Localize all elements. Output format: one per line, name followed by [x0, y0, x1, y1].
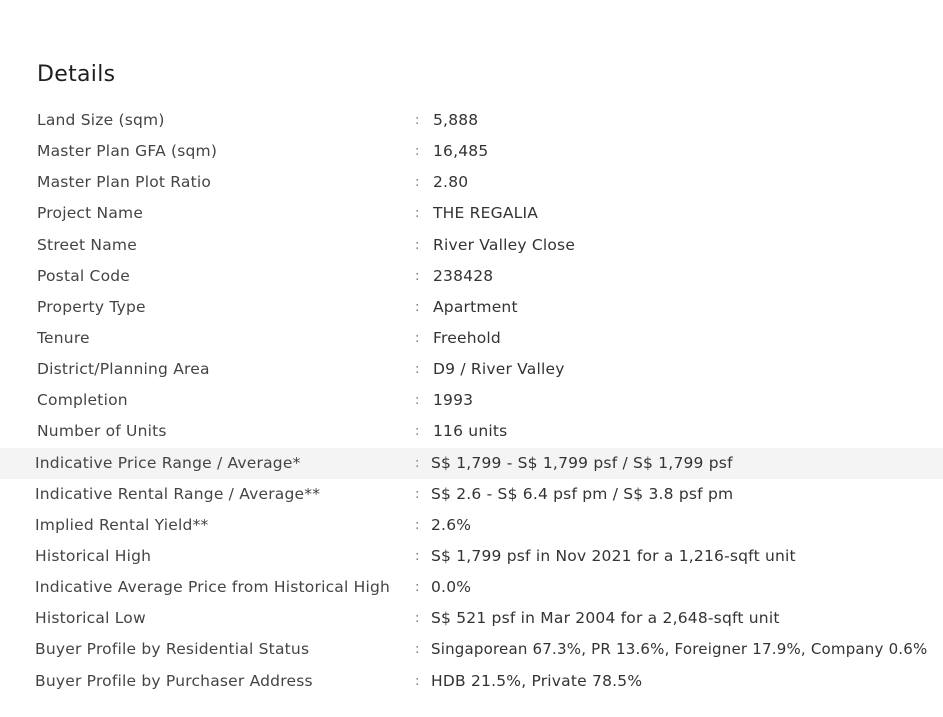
- row-separator: :: [415, 611, 420, 627]
- row-separator: :: [415, 393, 420, 409]
- row-label: Postal Code: [37, 266, 131, 285]
- row-value: 1993: [433, 391, 474, 410]
- row-tenure: [0, 323, 943, 354]
- row-label: Property Type: [37, 297, 146, 316]
- row-value: 238428: [433, 266, 494, 285]
- row-value: S$ 1,799 - S$ 1,799 psf / S$ 1,799 psf: [431, 453, 733, 472]
- row-label: Buyer Profile by Residential Status: [35, 640, 310, 659]
- row-label: Implied Rental Yield**: [35, 515, 209, 534]
- row-separator: :: [415, 673, 420, 689]
- row-value: 16,485: [433, 142, 489, 161]
- row-avg-price-from-high: [0, 572, 943, 603]
- row-label: Master Plan GFA (sqm): [37, 142, 218, 161]
- row-separator: :: [415, 548, 420, 564]
- row-label: Master Plan Plot Ratio: [37, 173, 212, 192]
- row-district: [0, 354, 943, 385]
- row-label: Tenure: [37, 328, 90, 347]
- row-historical-low: [0, 603, 943, 634]
- row-label: Historical Low: [35, 609, 146, 628]
- row-label: Buyer Profile by Purchaser Address: [35, 671, 313, 690]
- row-label: Project Name: [37, 204, 144, 223]
- row-value: S$ 2.6 - S$ 6.4 psf pm / S$ 3.8 psf pm: [431, 484, 734, 503]
- row-value: Apartment: [433, 297, 518, 316]
- row-master-plan-gfa: [0, 136, 943, 167]
- row-label: Indicative Average Price from Historical High: [35, 578, 391, 597]
- row-separator: :: [415, 299, 420, 315]
- row-separator: :: [415, 486, 420, 502]
- row-completion: [0, 385, 943, 416]
- row-value: Singaporean 67.3%, PR 13.6%, Foreigner 17.9%, Company 0.6%: [431, 640, 928, 659]
- row-value: 116 units: [433, 422, 508, 441]
- row-separator: :: [415, 580, 420, 596]
- row-label: Indicative Price Range / Average*: [35, 453, 301, 472]
- row-separator: :: [415, 455, 420, 471]
- row-implied-rental-yield: [0, 510, 943, 541]
- row-separator: :: [415, 144, 420, 160]
- row-label: District/Planning Area: [37, 360, 210, 379]
- row-value: D9 / River Valley: [433, 360, 565, 379]
- row-label: Street Name: [37, 235, 137, 254]
- row-number-of-units: [0, 416, 943, 447]
- row-separator: :: [415, 268, 420, 284]
- row-separator: :: [415, 175, 420, 191]
- row-project-name: [0, 198, 943, 229]
- row-postal-code: [0, 261, 943, 292]
- row-label: Historical High: [35, 546, 152, 565]
- row-value: S$ 521 psf in Mar 2004 for a 2,648-sqft unit: [431, 609, 780, 628]
- row-separator: :: [415, 237, 420, 253]
- row-separator: :: [415, 362, 420, 378]
- row-label: Completion: [37, 391, 128, 410]
- row-separator: :: [415, 424, 420, 440]
- row-indicative-rental-range: [0, 479, 943, 510]
- row-value: 2.6%: [431, 515, 472, 534]
- row-label: Indicative Rental Range / Average**: [35, 484, 321, 503]
- row-separator: :: [415, 206, 420, 222]
- row-label: Number of Units: [37, 422, 167, 441]
- row-land-size: [0, 105, 943, 136]
- row-historical-high: [0, 541, 943, 572]
- row-value: Freehold: [433, 328, 501, 347]
- row-separator: :: [415, 642, 420, 658]
- row-separator: :: [415, 517, 420, 533]
- row-separator: :: [415, 330, 420, 346]
- row-separator: :: [415, 113, 420, 128]
- row-plot-ratio: [0, 167, 943, 198]
- details-table: [0, 105, 943, 697]
- row-value: River Valley Close: [433, 235, 576, 254]
- row-value: 0.0%: [431, 578, 472, 597]
- row-value: THE REGALIA: [433, 204, 539, 223]
- row-property-type: [0, 292, 943, 323]
- row-street-name: [0, 230, 943, 261]
- row-value: HDB 21.5%, Private 78.5%: [431, 671, 643, 690]
- row-indicative-price-range: [0, 448, 943, 479]
- row-value: 2.80: [433, 173, 469, 192]
- row-buyer-profile-address: [0, 666, 943, 697]
- row-value: S$ 1,799 psf in Nov 2021 for a 1,216-sqft unit: [431, 546, 796, 565]
- row-value: 5,888: [433, 111, 479, 129]
- row-buyer-profile-residential: [0, 634, 943, 665]
- section-title: Details: [37, 62, 116, 87]
- row-label: Land Size (sqm): [37, 111, 165, 129]
